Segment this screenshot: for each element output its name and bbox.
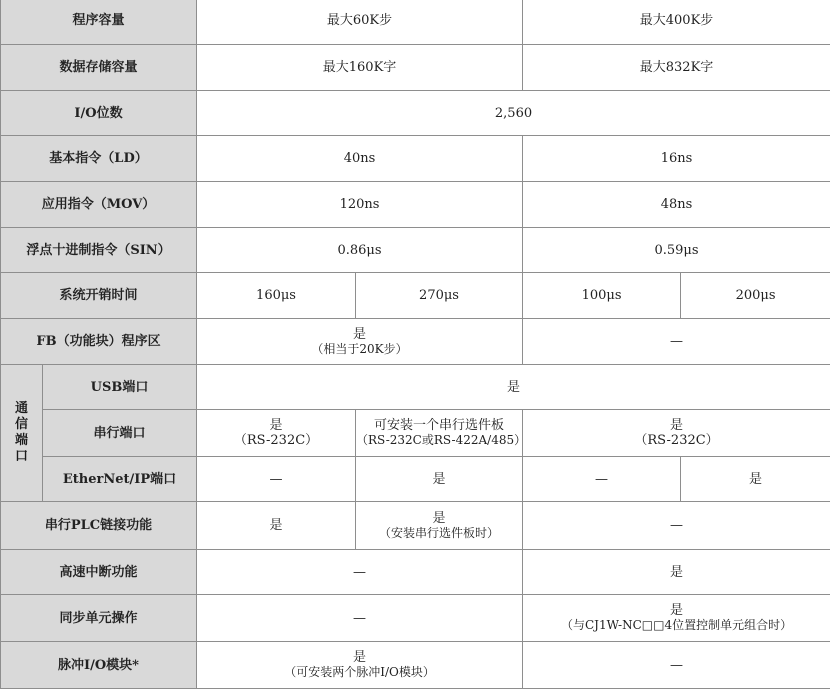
- row-label-ethernet: EtherNet/IP端口: [43, 457, 197, 502]
- table-row: [1, 410, 830, 457]
- row-label-app-instr: 应用指令（MOV）: [1, 182, 197, 228]
- cell-value: 100μs: [523, 273, 681, 319]
- cell-value: 是: [523, 550, 830, 595]
- cell-note: （相当于20K步）: [311, 341, 408, 356]
- table-row: [1, 642, 830, 689]
- cell-value: 是: [197, 502, 356, 550]
- cell-value: 0.59μs: [523, 228, 830, 273]
- row-label-overhead: 系统开销时间: [1, 273, 197, 319]
- cell-value: —: [523, 457, 681, 502]
- cell-note: （安装串行选件板时）: [379, 525, 500, 540]
- cell-line: 是: [432, 510, 446, 526]
- cell-value: —: [523, 502, 830, 550]
- cell-value: 是: [356, 457, 523, 502]
- cell-value: 120ns: [197, 182, 523, 228]
- row-label-basic-instr: 基本指令（LD）: [1, 136, 197, 182]
- row-label-io-points: I/O位数: [1, 91, 197, 136]
- cell-note: （RS-232C）: [634, 433, 719, 448]
- cell-line: 是: [670, 418, 684, 433]
- table-row: [1, 228, 830, 273]
- cell-value: 160μs: [197, 273, 356, 319]
- cell-line: 是: [353, 650, 367, 665]
- cell-value: [197, 319, 523, 365]
- table-row: [1, 91, 830, 136]
- cell-value: [356, 410, 527, 457]
- cell-line: 是: [670, 603, 684, 618]
- table-row: [1, 136, 830, 182]
- cell-value: 200μs: [681, 273, 830, 319]
- cell-note: （与CJ1W-NC□□4位置控制单元组合时）: [560, 618, 793, 632]
- cell-value: 最大400K步: [523, 0, 830, 45]
- cell-value: 48ns: [523, 182, 830, 228]
- cell-line: 是: [269, 418, 283, 433]
- cell-value: 16ns: [523, 136, 830, 182]
- row-label-usb: USB端口: [43, 365, 197, 410]
- cell-value: 最大60K步: [197, 0, 523, 45]
- table-row: [1, 502, 830, 550]
- comm-group-text: 通信端口: [14, 401, 28, 464]
- cell-value: —: [197, 550, 523, 595]
- table-row: [1, 457, 830, 502]
- row-label-data-capacity: 数据存储容量: [1, 45, 197, 91]
- table-row: [1, 319, 830, 365]
- cell-line: 是: [353, 326, 367, 342]
- cell-note: （RS-232C或RS-422A/485）: [356, 433, 527, 447]
- cell-value: [197, 410, 356, 457]
- cell-value: —: [523, 319, 830, 365]
- cell-value: —: [197, 595, 523, 642]
- table-row: [1, 45, 830, 91]
- cell-value: [197, 642, 523, 689]
- cell-value: [356, 502, 523, 550]
- cell-note: （RS-232C）: [233, 433, 319, 448]
- row-label-sync-unit: 同步单元操作: [1, 595, 197, 642]
- table-row: [1, 550, 830, 595]
- cell-value: 最大832K字: [523, 45, 830, 91]
- cell-value: 2,560: [197, 91, 830, 136]
- row-label-fb-area: FB（功能块）程序区: [1, 319, 197, 365]
- row-label-program-capacity: 程序容量: [1, 0, 197, 45]
- cell-value: —: [523, 642, 830, 689]
- cell-value: [523, 595, 830, 642]
- table-row: [1, 0, 830, 45]
- table-row: [1, 273, 830, 319]
- cell-value: [523, 410, 830, 457]
- table-row: [1, 595, 830, 642]
- cell-value: 最大160K字: [197, 45, 523, 91]
- row-group-label-comm: [1, 365, 43, 502]
- cell-value: 是: [197, 365, 830, 410]
- cell-note: （可安装两个脉冲I/O模块）: [284, 665, 435, 679]
- row-label-interrupt: 高速中断功能: [1, 550, 197, 595]
- row-label-pulse-io: 脉冲I/O模块*: [1, 642, 197, 689]
- row-label-serial: 串行端口: [43, 410, 197, 457]
- table-row: [1, 182, 830, 228]
- cell-value: 40ns: [197, 136, 523, 182]
- cell-value: 0.86μs: [197, 228, 523, 273]
- cell-value: 270μs: [356, 273, 523, 319]
- cell-line: 可安装一个串行选件板: [374, 418, 505, 433]
- row-label-plc-link: 串行PLC链接功能: [1, 502, 197, 550]
- table-row: [1, 365, 830, 410]
- row-label-float-instr: 浮点十进制指令（SIN）: [1, 228, 197, 273]
- cell-value: 是: [681, 457, 830, 502]
- cell-value: —: [197, 457, 356, 502]
